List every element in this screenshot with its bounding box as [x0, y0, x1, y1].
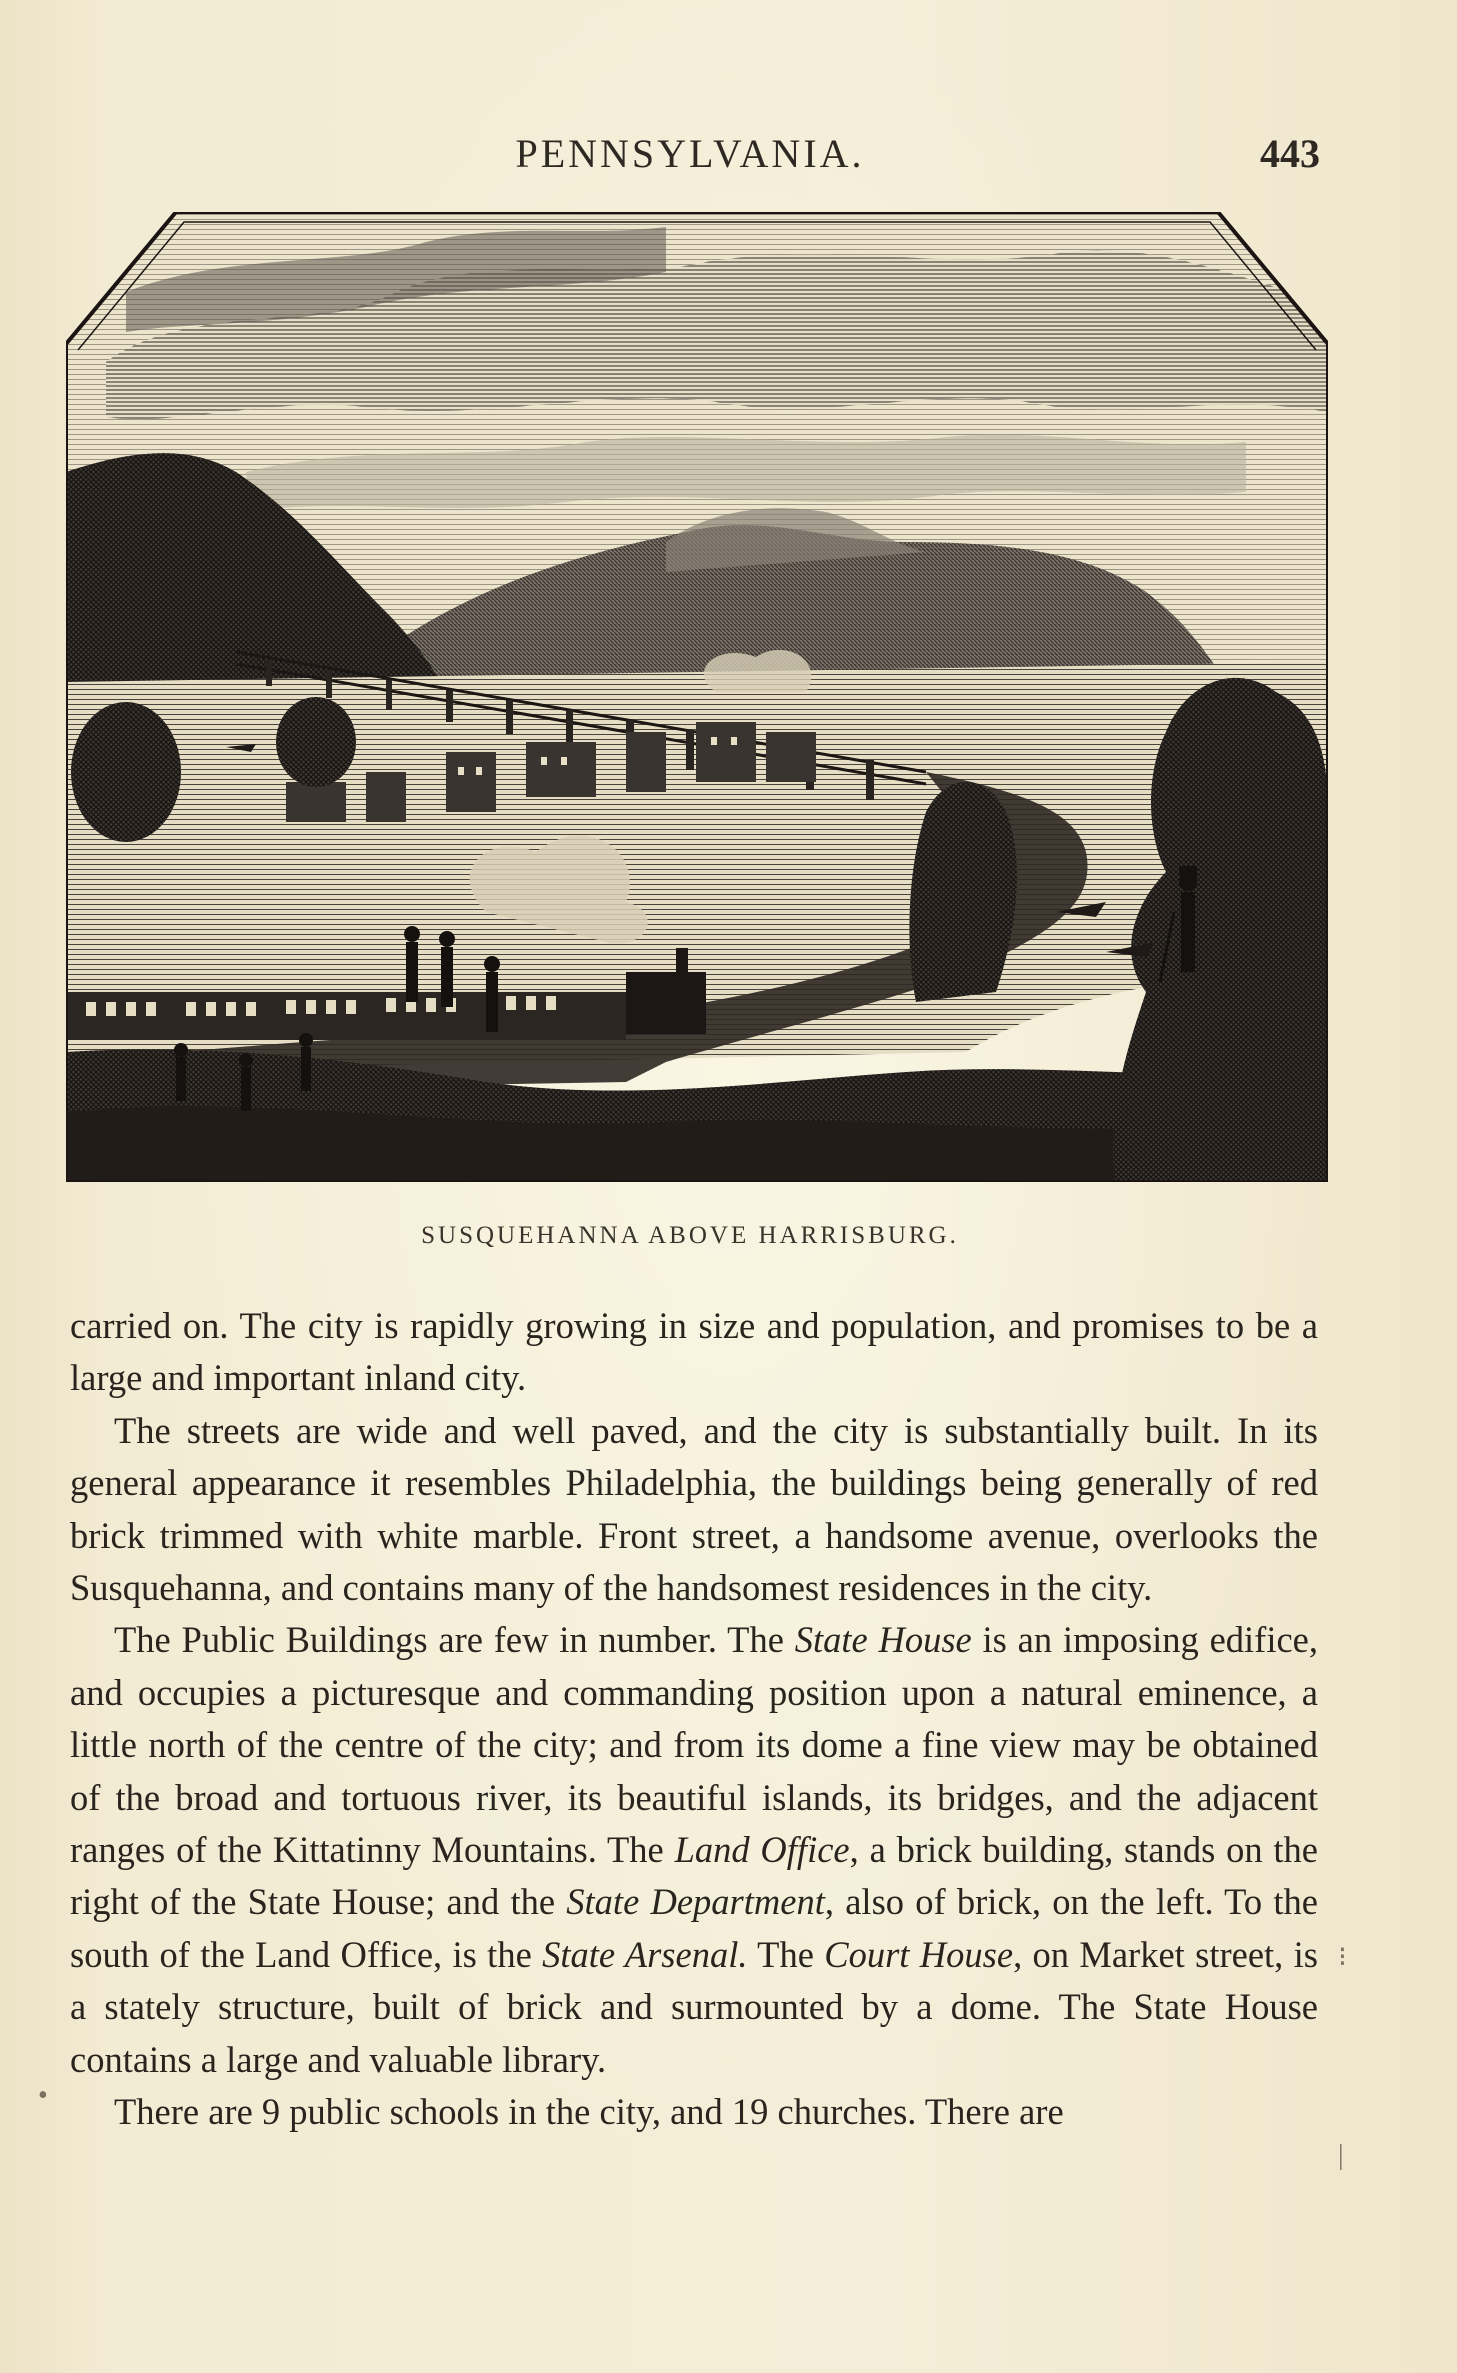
paragraph-3-part-e: The: [747, 1933, 825, 1975]
paragraph-3-part-c: , a brick building, stands on the right of the State House; and the: [70, 1829, 1319, 1923]
paragraph-3-part-d: , also of brick, on the left. To the south of the Land Office, is the: [70, 1881, 1318, 1975]
paragraph-3-part-a: The Public Buildings are few in number. The: [114, 1619, 795, 1661]
state-house-term: State House: [794, 1619, 972, 1661]
paragraph-3-part-b: is an imposing edifice, and occupies a picturesque and commanding position upon a natural eminence, a little north of the centre of the city; and from its dome a fine view may be obtained of the broad and tortuous river, its beautiful islands, its bridges, and the adjacent ranges of the Kittatinny Mountains. The: [70, 1619, 1319, 1871]
land-office-term: Land Office: [674, 1829, 850, 1871]
page-number: 443: [1260, 131, 1320, 176]
paragraph-1: carried on. The city is rapidly growing in size and population, and promises to be a large and important inland city.: [70, 1305, 1318, 1399]
margin-bleed-mark: ⁝: [1338, 1942, 1347, 1973]
paragraph-3: [70, 1614, 1318, 2086]
state-arsenal-term: State Arsenal.: [542, 1933, 748, 1975]
paragraph-4: There are 9 public schools in the city, and 19 churches. There are: [114, 2091, 1064, 2133]
running-head-title: PENNSYLVANIA.: [515, 131, 865, 176]
paragraph-2: The streets are wide and well paved, and the city is substantially built. In its general appearance it resembles Philadelphia, the buildings being generally of red brick trimmed with white marble. Front street, a handsome avenue, overlooks the Susquehanna, and contains many of the handsomest residences in the city.: [70, 1409, 1318, 1609]
illustration-caption: SUSQUEHANNA ABOVE HARRISBURG.: [421, 1222, 959, 1249]
margin-ink-spot: •: [38, 2080, 48, 2111]
engraving-illustration: [66, 212, 1328, 1182]
body-text: [70, 1300, 1318, 2139]
paragraph-3-part-f: , on Market street, is a stately structure, built of brick and surmounted by a dome. The State House contains a large and valuable library.: [70, 1933, 1318, 2080]
court-house-term: Court House: [824, 1933, 1014, 1975]
state-department-term: State Department: [566, 1881, 825, 1923]
margin-bleed-mark-2: |: [1338, 2140, 1344, 2171]
running-head: [60, 130, 1320, 190]
